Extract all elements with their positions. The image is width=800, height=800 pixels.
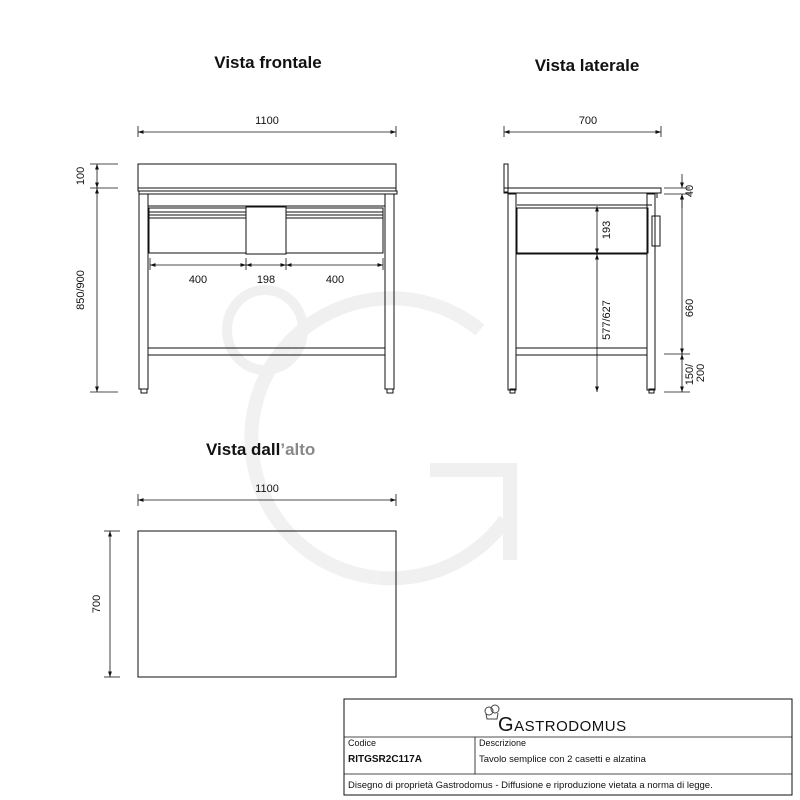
codice-value: RITGSR2C117A [348,754,422,765]
codice-label: Codice [348,738,377,748]
top-width-label: 1100 [255,483,279,495]
brand-initial: G [498,714,515,736]
top-view [91,440,396,677]
brand-rest: ASTRODOMUS [514,718,627,735]
front-body-height-label: 850/900 [75,270,87,310]
front-view-title: Vista frontale [214,53,322,72]
front-drawer-left-label: 400 [188,274,208,286]
top-depth-dimension [104,531,120,677]
front-height-dimensions [90,164,118,392]
top-view-title [206,440,315,459]
top-view-title-main: Vista dall [206,440,281,459]
side-feet-label-line1: 150/ [684,363,696,386]
top-view-title-faded: ’alto [280,440,316,459]
side-feet-label [684,361,707,385]
side-top-thickness-label: 40 [684,184,696,198]
brand-logo-text [498,714,627,736]
descrizione-value: Tavolo semplice con 2 casetti e alzatina [479,754,646,765]
front-top-height-label: 100 [75,166,87,186]
side-right-dimensions [664,174,690,392]
top-depth-label: 700 [91,594,103,614]
watermark-logo [227,290,510,578]
side-view-title: Vista laterale [534,56,640,75]
top-table-outline [138,531,396,677]
side-view [504,56,707,393]
front-drawer-right-label: 400 [325,274,345,286]
front-view [75,53,397,393]
title-block [344,699,792,795]
side-width-dimension [504,126,661,137]
front-drawer-dimensions [150,258,383,270]
descrizione-label: Descrizione [479,738,527,748]
front-width-dimension [138,126,396,137]
side-drawer-height-label: 193 [601,220,613,240]
side-clear-height-label: 577/627 [601,300,613,340]
title-block-footer: Disegno di proprietà Gastrodomus - Diffusione e riproduzione vietata a norma di legge. [348,780,713,791]
front-width-label: 1100 [255,115,279,127]
side-table-outline [504,164,661,393]
front-gap-label: 198 [256,274,276,286]
side-feet-label-line2: 200 [695,363,707,383]
side-width-label: 700 [578,115,598,127]
side-leg-span-label: 660 [684,298,696,318]
